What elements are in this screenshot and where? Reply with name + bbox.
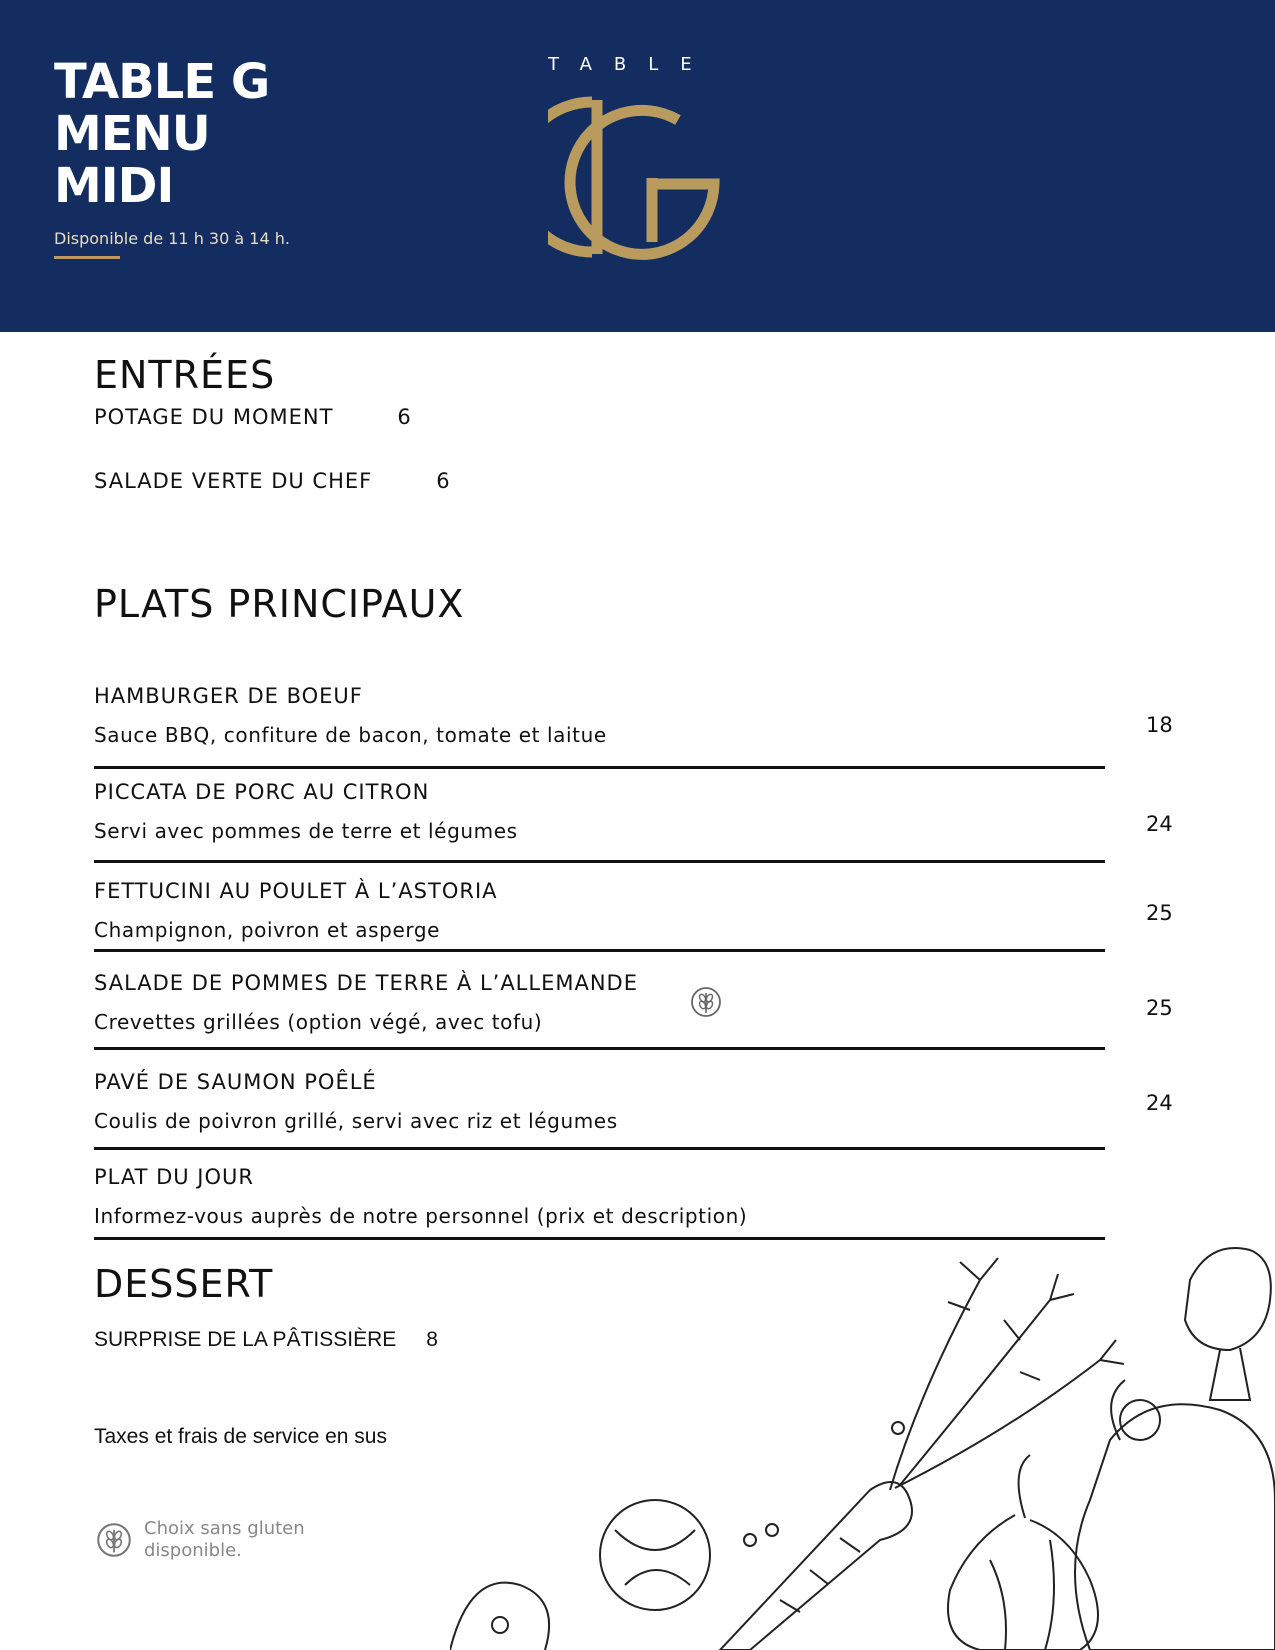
menu-item: [94, 469, 451, 493]
item-price: 8: [426, 1328, 438, 1351]
tableg-monogram-logo: [548, 92, 722, 262]
logo-wordmark: TABLE: [548, 54, 714, 75]
dish-name: PAVÉ DE SAUMON POÊLÉ: [94, 1070, 377, 1094]
dish-description: Sauce BBQ, confiture de bacon, tomate et laitue: [94, 723, 607, 747]
dish-price: 24: [1146, 812, 1173, 836]
gluten-free-legend: [144, 1518, 305, 1562]
dish-name: HAMBURGER DE BOEUF: [94, 684, 363, 708]
dish-name: PLAT DU JOUR: [94, 1165, 254, 1189]
taxes-note: Taxes et frais de service en sus: [94, 1425, 387, 1448]
menu-item: [94, 405, 412, 429]
menu-title-line-1: TABLE G: [54, 54, 270, 110]
gluten-free-legend-line-2: disponible.: [144, 1540, 242, 1561]
entrees-title: ENTRÉES: [94, 353, 276, 397]
menu-title-line-2: MENU: [54, 106, 210, 162]
item-price: 6: [436, 469, 451, 493]
dish-name: PICCATA DE PORC AU CITRON: [94, 780, 430, 804]
item-name: SALADE VERTE DU CHEF: [94, 469, 373, 493]
item-price: 6: [397, 405, 412, 429]
dish-price: 25: [1146, 901, 1173, 925]
plats-title: PLATS PRINCIPAUX: [94, 582, 465, 626]
menu-title-line-3: MIDI: [54, 158, 174, 214]
divider: [94, 860, 1105, 863]
gluten-free-icon: [96, 1522, 132, 1558]
availability-underline: [54, 256, 120, 259]
divider: [94, 949, 1105, 952]
gluten-free-legend-line-1: Choix sans gluten: [144, 1518, 305, 1539]
dish-description: Champignon, poivron et asperge: [94, 918, 441, 942]
divider: [94, 1147, 1105, 1150]
dish-description: Crevettes grillées (option végé, avec tofu): [94, 1010, 543, 1034]
dish-price: 18: [1146, 713, 1173, 737]
gluten-free-icon: [690, 986, 722, 1018]
dish-description: Informez-vous auprès de notre personnel (prix et description): [94, 1204, 748, 1228]
dish-price: 25: [1146, 996, 1173, 1020]
menu-item: [94, 1328, 438, 1352]
dish-description: Servi avec pommes de terre et légumes: [94, 819, 518, 843]
item-name: POTAGE DU MOMENT: [94, 405, 334, 429]
dish-description: Coulis de poivron grillé, servi avec riz et légumes: [94, 1109, 618, 1133]
divider: [94, 766, 1105, 769]
vegetables-sketch-illustration: [450, 1240, 1275, 1650]
dish-name: SALADE DE POMMES DE TERRE À L’ALLEMANDE: [94, 971, 638, 995]
item-name: SURPRISE DE LA PÂTISSIÈRE: [94, 1328, 397, 1351]
dessert-title: DESSERT: [94, 1262, 274, 1306]
header-banner: [0, 0, 1275, 332]
availability-hours: Disponible de 11 h 30 à 14 h.: [54, 229, 290, 248]
dish-name: FETTUCINI AU POULET À L’ASTORIA: [94, 879, 498, 903]
dish-price: 24: [1146, 1091, 1173, 1115]
divider: [94, 1047, 1105, 1050]
